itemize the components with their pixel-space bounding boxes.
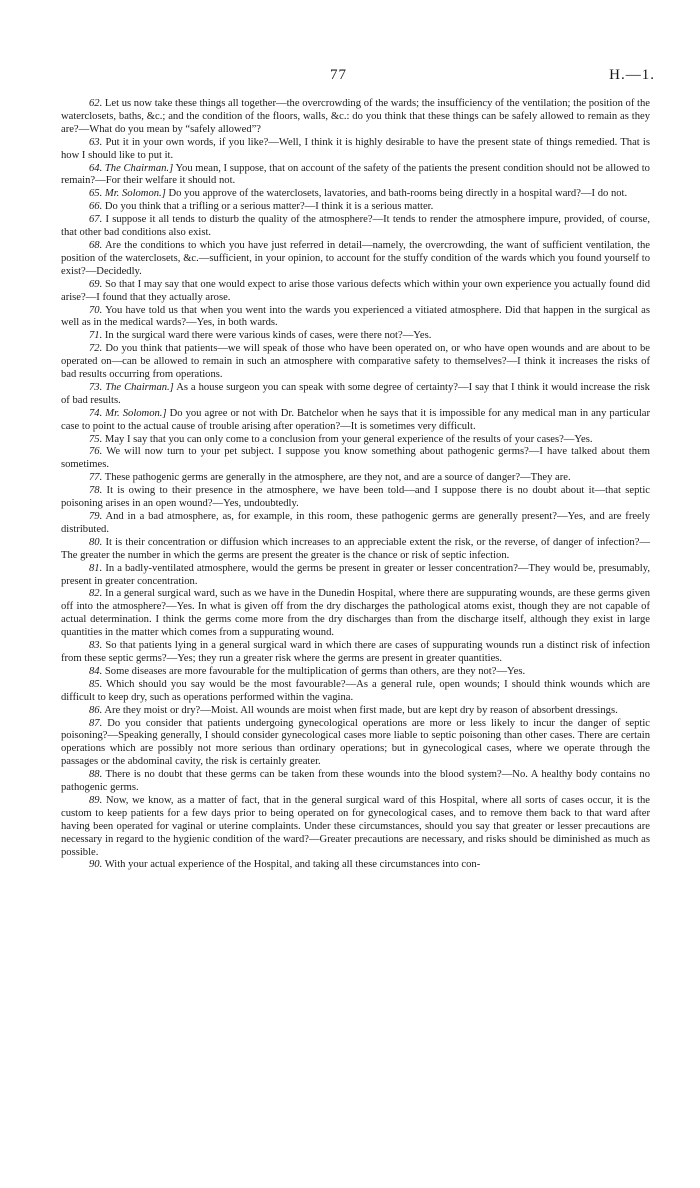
question-number: 74. xyxy=(89,407,103,419)
question-text: We will now turn to your pet subject. I suppose you know something about pathogenic germs?—I have talked about them sometimes. xyxy=(61,446,650,471)
question-paragraph xyxy=(61,563,650,589)
question-number: 84. xyxy=(89,665,103,677)
question-paragraph xyxy=(61,640,650,666)
question-text: You mean, I suppose, that on account of the safety of the patients the present condition should not be allowed to remain?—For their welfare it should not. xyxy=(61,162,650,187)
question-number: 80. xyxy=(89,536,103,548)
testimony-text xyxy=(61,98,650,872)
question-number: 67. xyxy=(89,214,103,226)
speaker-label: Mr. Solomon.] xyxy=(105,407,167,419)
question-paragraph xyxy=(61,98,650,137)
question-number: 65. xyxy=(89,188,103,200)
question-paragraph xyxy=(61,240,650,279)
question-text: Now, we know, as a matter of fact, that in the general surgical ward of this Hospital, where all sorts of cases occur, it is the custom to keep patients for a few days prior to being operated on for gynecological cases, and to remove them back to that ward after having been operated for vaginal or uterine complaints. Under these circumstances, should you say that greater or lesser precautions are necessary in regard to the hygienic condition of the ward?—Greater precautions are necessary, and risks should be diminished as much as possible. xyxy=(61,794,650,858)
question-paragraph xyxy=(61,511,650,537)
question-number: 77. xyxy=(89,472,103,484)
question-paragraph xyxy=(61,718,650,770)
question-text: With your actual experience of the Hospital, and taking all these circumstances into con- xyxy=(104,859,481,871)
question-number: 75. xyxy=(89,433,103,445)
question-number: 69. xyxy=(89,278,103,290)
question-text: There is no doubt that these germs can be taken from these wounds into the blood system?—No. A healthy body contains no pathogenic germs. xyxy=(61,769,650,794)
question-number: 72. xyxy=(89,343,103,355)
question-number: 70. xyxy=(89,304,103,316)
question-text: These pathogenic germs are generally in the atmosphere, are they not, and are a source of danger?—They are. xyxy=(104,472,571,484)
question-paragraph xyxy=(61,382,650,408)
question-text: In a badly-ventilated atmosphere, would the germs be present in greater or lesser concentration?—They would be, presumably, present in greater concentration. xyxy=(61,562,650,587)
question-number: 86. xyxy=(89,704,103,716)
question-number: 82. xyxy=(89,588,103,600)
question-paragraph xyxy=(61,201,650,214)
question-text: So that I may say that one would expect to arise those various defects which within your own experience you actually found did arise?—I found that they actually arose. xyxy=(61,278,650,303)
question-paragraph xyxy=(61,137,650,163)
question-text: Are the conditions to which you have just referred in detail—namely, the overcrowding, the want of sufficient ventilation, the position of the waterclosets, &c.—sufficient, in your opinion, to account for the stuffy condition of the wards which you found yourself to exist?—Decidedly. xyxy=(61,239,650,277)
page-number: 77 xyxy=(330,67,347,83)
question-number: 89. xyxy=(89,794,103,806)
document-reference: H.—1. xyxy=(609,67,655,83)
question-text: It is owing to their presence in the atmosphere, we have been told—and I suppose there is no doubt about it—that septic poisoning arises in an open wound?—Yes, undoubtedly. xyxy=(61,485,650,510)
question-text: Some diseases are more favourable for the multiplication of germs than others, are they not?—Yes. xyxy=(104,665,526,677)
question-text: Let us now take these things all together—the overcrowding of the wards; the insufficiency of the ventilation; the position of the waterclosets, baths, &c.; and the condition of the floors, walls, &c.: do you think that these things can be safely allowed to remain as they are?—What do you mean by “safely allowed”? xyxy=(61,98,650,135)
question-number: 64. xyxy=(89,162,103,174)
speaker-label: The Chairman.] xyxy=(104,162,174,174)
question-paragraph xyxy=(61,279,650,305)
question-text: Do you consider that patients undergoing gynecological operations are more or less likely to incur the danger of septic poisoning?—Speaking generally, I should consider gynecological cases more liable to septic poisoning than other cases. There are certain operations which are possibly not more serious than ordinary operations; but in gynecological cases, where we operate through the passages or the abdominal cavity, the risk is certainly greater. xyxy=(61,717,650,768)
question-paragraph xyxy=(61,485,650,511)
question-number: 78. xyxy=(89,485,103,497)
page-header xyxy=(0,67,700,87)
question-number: 73. xyxy=(89,381,103,393)
question-text: Do you approve of the waterclosets, lavatories, and bath-rooms being directly in a hospital ward?—I do not. xyxy=(168,188,628,200)
question-paragraph xyxy=(61,769,650,795)
question-number: 63. xyxy=(89,136,103,148)
question-number: 90. xyxy=(89,859,103,871)
question-number: 71. xyxy=(89,330,103,342)
speaker-label: Mr. Solomon.] xyxy=(104,188,166,200)
question-paragraph xyxy=(61,446,650,472)
question-text: And in a bad atmosphere, as, for example, in this room, these pathogenic germs are generally present?—Yes, and are freely distributed. xyxy=(61,511,650,535)
question-number: 68. xyxy=(89,239,103,251)
question-paragraph xyxy=(61,472,650,485)
question-paragraph xyxy=(61,679,650,705)
question-text: In a general surgical ward, such as we have in the Dunedin Hospital, where there are suppurating wounds, are these germs given off into the atmosphere?—Yes. In what is given off from the dry discharges the pathological atoms exist, though they are not capable of actual determination. I think the germs come more from the dry discharges than from the discharge itself, although they exist in large quantities in the matter which comes from a suppurating wound. xyxy=(61,588,650,639)
question-number: 66. xyxy=(89,201,103,213)
question-text: Put it in your own words, if you like?—Well, I think it is highly desirable to have the present state of things remedied. That is how I should like to put it. xyxy=(61,136,650,161)
question-text: May I say that you can only come to a conclusion from your general experience of the results of your cases?—Yes. xyxy=(104,433,593,445)
question-text: Are they moist or dry?—Moist. All wounds are moist when first made, but are kept dry by reason of absorbent dressings. xyxy=(104,704,618,716)
question-number: 85. xyxy=(89,678,103,690)
question-text: Do you think that a trifling or a serious matter?—I think it is a serious matter. xyxy=(104,201,434,213)
question-paragraph xyxy=(61,795,650,860)
question-paragraph xyxy=(61,588,650,640)
question-text: As a house surgeon you can speak with some degree of certainty?—I say that I think it would increase the risk of bad results. xyxy=(61,381,650,406)
question-text: You have told us that when you went into the wards you experienced a vitiated atmosphere. Did that happen in the surgical as well as in the medical wards?—Yes, in both wards. xyxy=(61,304,650,329)
question-text: Do you agree or not with Dr. Batchelor when he says that it is impossible for any medical man in any particular case to point to the actual cause of trouble arising after operation?—It is sometimes very difficult. xyxy=(61,407,650,432)
question-number: 88. xyxy=(89,769,103,781)
question-paragraph xyxy=(61,214,650,240)
question-text: In the surgical ward there were various kinds of cases, were there not?—Yes. xyxy=(104,330,432,342)
question-paragraph xyxy=(61,330,650,343)
question-text: So that patients lying in a general surgical ward in which there are cases of suppurating wounds run a distinct risk of infection from these septic germs?—Yes; they run a greater risk where the germs are present in greater quantities. xyxy=(61,640,650,664)
question-number: 79. xyxy=(89,511,103,522)
question-paragraph xyxy=(61,305,650,331)
question-text: Which should you say would be the most favourable?—As a general rule, open wounds; I should think wounds which are difficult to keep dry, such as operations performed within the vagina. xyxy=(61,678,650,703)
question-text: It is their concentration or diffusion which increases to an appreciable extent the risk, or the reverse, of danger of infection?—The greater the number in which the germs are present the greater is the chance or risk of septic infection. xyxy=(61,536,650,561)
question-paragraph xyxy=(61,537,650,563)
question-paragraph xyxy=(61,859,650,872)
question-number: 81. xyxy=(89,562,103,574)
question-text: I suppose it all tends to disturb the quality of the atmosphere?—It tends to render the atmosphere impure, provided, of course, that other bad conditions also exist. xyxy=(61,214,650,239)
question-text: Do you think that patients—we will speak of those who have been operated on, or who have open wounds and are about to be operated on—can be allowed to remain in such an atmosphere with comparative safety to themselves?—I think it increases the risks of bad results occurring from operations. xyxy=(61,343,650,381)
question-paragraph xyxy=(61,434,650,447)
question-paragraph xyxy=(61,343,650,382)
question-number: 87. xyxy=(89,717,103,729)
question-number: 62. xyxy=(89,98,103,109)
question-number: 76. xyxy=(89,446,103,458)
question-number: 83. xyxy=(89,640,103,652)
question-paragraph xyxy=(61,188,650,201)
question-paragraph xyxy=(61,163,650,189)
question-paragraph xyxy=(61,705,650,718)
speaker-label: The Chairman.] xyxy=(105,381,174,393)
question-paragraph xyxy=(61,666,650,679)
question-paragraph xyxy=(61,408,650,434)
